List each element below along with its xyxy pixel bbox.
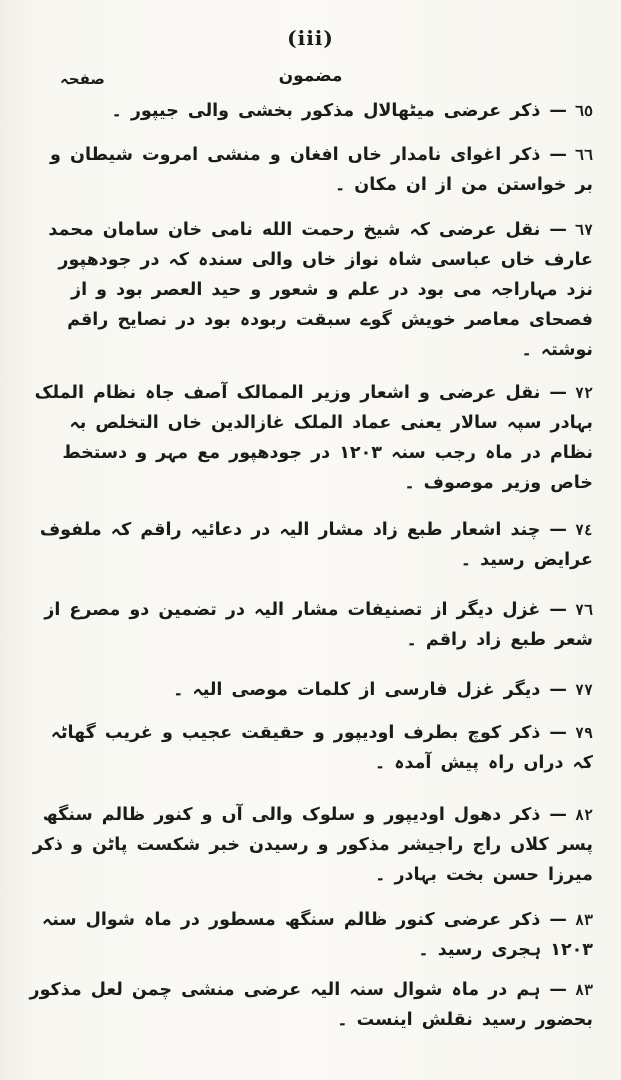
entry-text: چند اشعار طبع زاد مشار الیہ در دعائیہ راقم کہ ملفوف عرایض رسید ۔ bbox=[39, 520, 593, 570]
subject-column-header: مضمون bbox=[278, 66, 343, 86]
page-column-header: صفحہ bbox=[60, 70, 105, 88]
toc-entry: ٧٩— ذکر کوچ بطرف اودیپور و حقیقت عجیب و غریب گھاٹہ کہ دراں راہ پیش آمدہ ۔ bbox=[28, 718, 593, 778]
toc-entry: ٦٥— ذکر عرضی میٹھالال مذکور بخشی والی جیپور ۔ bbox=[28, 96, 593, 126]
entry-text: ذکر اغوای نامدار خاں افغان و منشی امروت شیطان و بر خواستن من از ان مکان ۔ bbox=[50, 145, 593, 195]
entry-text: نقل عرضی و اشعار وزیر الممالک آصف جاہ نظام الملک بہادر سپہ سالار یعنی عماد الملک غازالدین خاں التخلص بہ نظام در ماہ رجب سنہ ١٢٠٣ در جودھپور مع مہر و دستخط خاص وزیر موصوف ۔ bbox=[34, 383, 593, 493]
entry-text: ہم در ماہ شوال سنہ الیہ عرضی منشی چمن لعل مذکور بحضور رسید نقلش اینست ۔ bbox=[29, 980, 593, 1030]
entry-text: ذکر کوچ بطرف اودیپور و حقیقت عجیب و غریب گھاٹہ کہ دراں راہ پیش آمدہ ۔ bbox=[50, 723, 593, 773]
entry-page-number: ٦٥ bbox=[574, 102, 593, 120]
entry-text: ذکر عرضی کنور ظالم سنگھ مسطور در ماہ شوال سنہ ١٢٠٣ ہجری رسید ۔ bbox=[41, 910, 593, 960]
toc-entry: ٨٣— ذکر عرضی کنور ظالم سنگھ مسطور در ماہ شوال سنہ ١٢٠٣ ہجری رسید ۔ bbox=[28, 905, 593, 965]
entry-page-number: ٨٢ bbox=[574, 806, 593, 824]
toc-entry: ٦٦— ذکر اغوای نامدار خاں افغان و منشی امروت شیطان و بر خواستن من از ان مکان ۔ bbox=[28, 140, 593, 200]
page-number: (iii) bbox=[287, 26, 334, 50]
toc-entry: ٦٧— نقل عرضی کہ شیخ رحمت الله نامی خان سامان محمد عارف خاں عباسی شاہ نواز خاں والی سندہ کہ در جودھپور نزد مہاراجہ می بود در علم و شعور و حید العصر بود و از فصحای معاصر خویش گوے سبقت ربودہ بود در نصایح راقم نوشتہ ۔ bbox=[28, 215, 593, 365]
entry-text: دیگر غزل فارسی از کلمات موصی الیہ ۔ bbox=[173, 680, 541, 700]
entry-page-number: ٧٤ bbox=[574, 521, 593, 539]
toc-entry: ٨٣— ہم در ماہ شوال سنہ الیہ عرضی منشی چمن لعل مذکور بحضور رسید نقلش اینست ۔ bbox=[28, 975, 593, 1035]
entry-page-number: ٦٦ bbox=[574, 146, 593, 164]
entry-page-number: ٦٧ bbox=[574, 221, 593, 239]
toc-entry: ٧٢— نقل عرضی و اشعار وزیر الممالک آصف جاہ نظام الملک بہادر سپہ سالار یعنی عماد الملک غازالدین خاں التخلص بہ نظام در ماہ رجب سنہ ١٢٠٣ در جودھپور مع مہر و دستخط خاص وزیر موصوف ۔ bbox=[28, 378, 593, 498]
entry-page-number: ٨٣ bbox=[574, 911, 593, 929]
entry-text: ذکر دھول اودیپور و سلوک والی آں و کنور ظالم سنگھ پسر کلاں راج راجیشر مذکور و رسیدن خبر شکست پاٹن و ذکر میرزا حسن بخت بہادر ۔ bbox=[32, 805, 593, 885]
entry-page-number: ٧٦ bbox=[574, 601, 593, 619]
entry-page-number: ٨٣ bbox=[574, 981, 593, 999]
entry-page-number: ٧٧ bbox=[574, 681, 593, 699]
entry-text: ذکر عرضی میٹھالال مذکور بخشی والی جیپور ۔ bbox=[111, 101, 541, 121]
entry-page-number: ٧٩ bbox=[574, 724, 593, 742]
toc-entry: ٨٢— ذکر دھول اودیپور و سلوک والی آں و کنور ظالم سنگھ پسر کلاں راج راجیشر مذکور و رسیدن خبر شکست پاٹن و ذکر میرزا حسن بخت بہادر ۔ bbox=[28, 800, 593, 890]
toc-entry: ٧٧— دیگر غزل فارسی از کلمات موصی الیہ ۔ bbox=[28, 675, 593, 705]
toc-entry: ٧٤— چند اشعار طبع زاد مشار الیہ در دعائیہ راقم کہ ملفوف عرایض رسید ۔ bbox=[28, 515, 593, 575]
entry-text: نقل عرضی کہ شیخ رحمت الله نامی خان سامان محمد عارف خاں عباسی شاہ نواز خاں والی سندہ کہ در جودھپور نزد مہاراجہ می بود در علم و شعور و حید العصر بود و از فصحای معاصر خویش گوے سبقت ربودہ بود در نصایح راقم نوشتہ ۔ bbox=[48, 220, 593, 360]
entry-page-number: ٧٢ bbox=[574, 384, 593, 402]
toc-entry: ٧٦— غزل دیگر از تصنیفات مشار الیہ در تضمین دو مصرع از شعر طبع زاد راقم ۔ bbox=[28, 595, 593, 655]
entry-text: غزل دیگر از تصنیفات مشار الیہ در تضمین دو مصرع از شعر طبع زاد راقم ۔ bbox=[44, 600, 593, 650]
